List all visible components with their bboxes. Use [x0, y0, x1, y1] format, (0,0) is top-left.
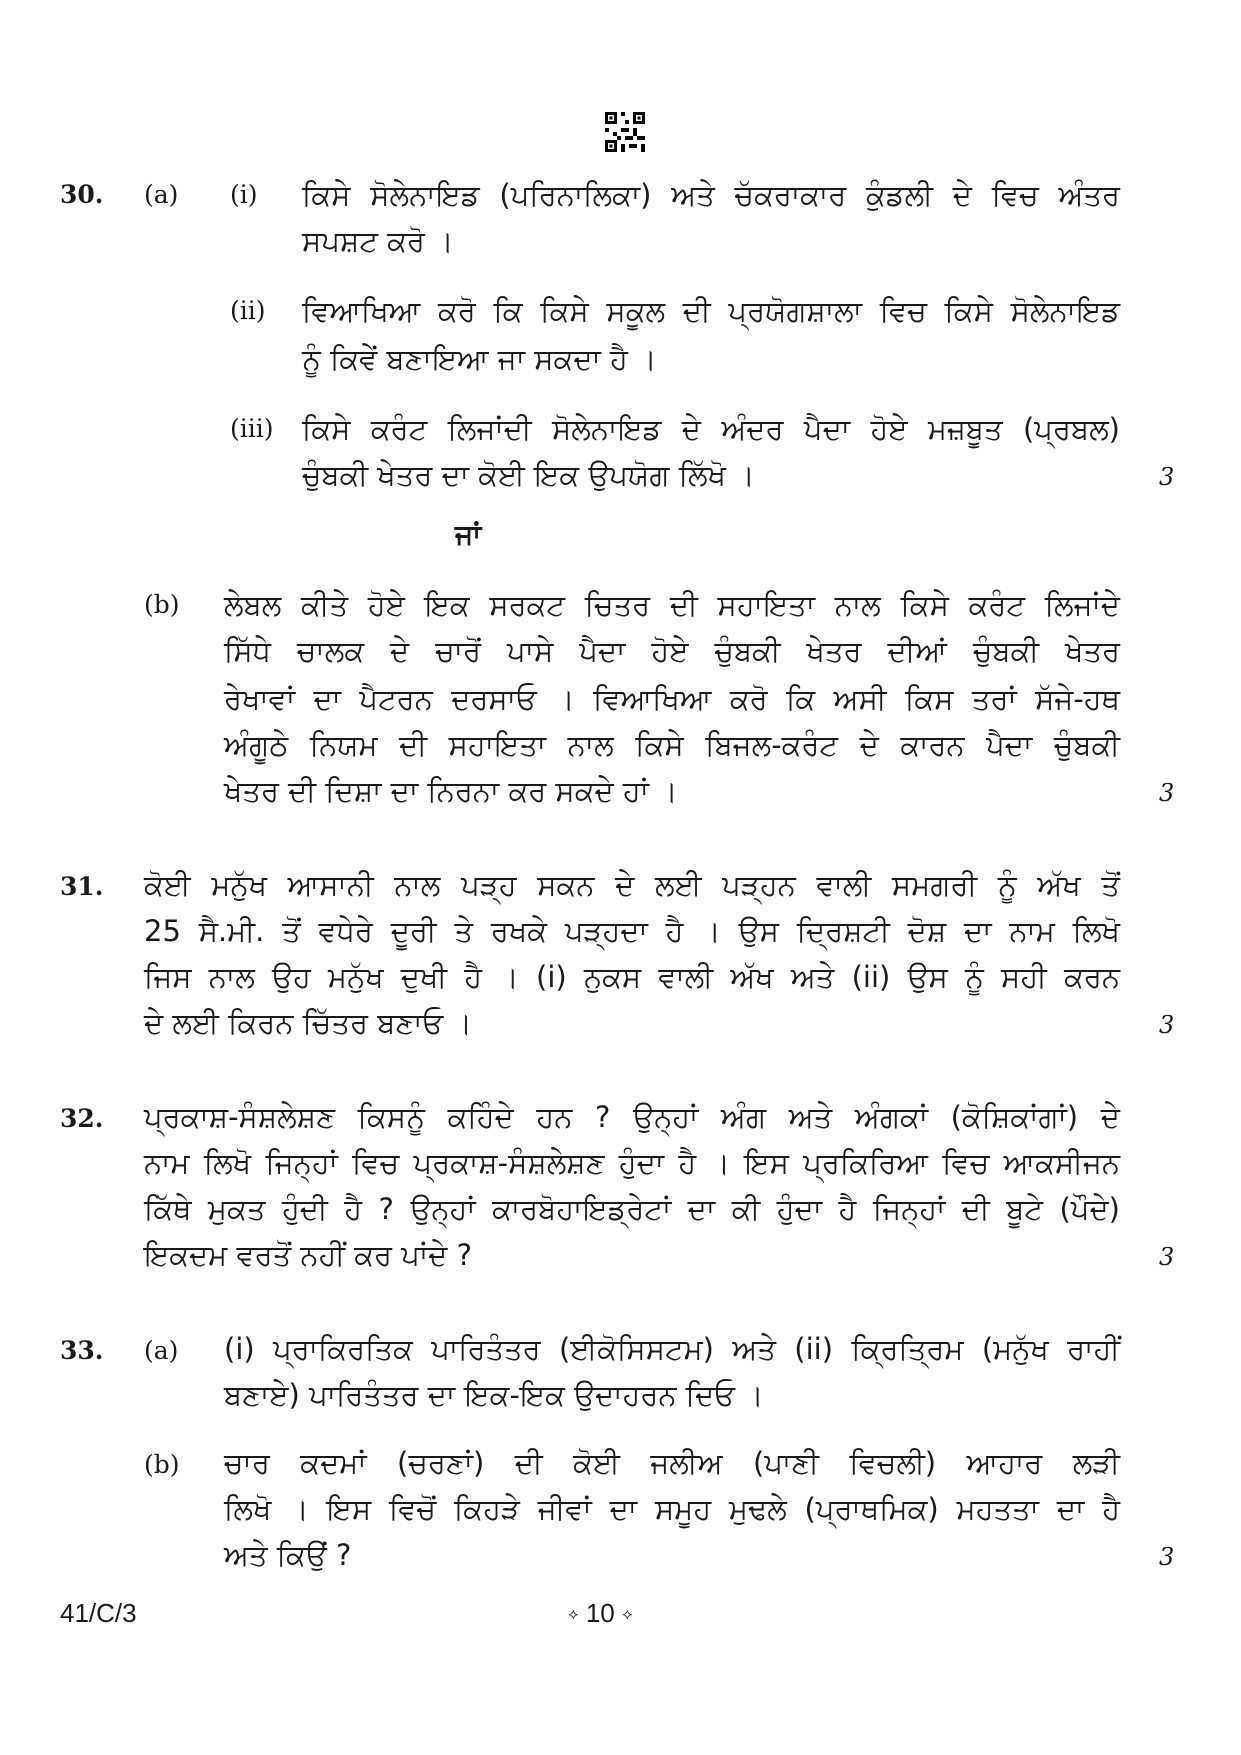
- q31-line-2: 25 ਸੈ.ਮੀ. ਤੋਂ ਵਧੇਰੇ ਦੂਰੀ ਤੇ ਰਖਕੇ ਪੜ੍ਹਦਾ ਹੈ । ਉਸ ਦ੍ਰਿਸ਼ਟੀ ਦੋਸ਼ ਦਾ ਨਾਮ ਲਿਖੋ: [144, 914, 1120, 948]
- q30b-line-3: ਰੇਖਾਵਾਂ ਦਾ ਪੈਟਰਨ ਦਰਸਾਓ । ਵਿਆਖਿਆ ਕਰੋ ਕਿ ਅਸੀ ਕਿਸ ਤਰਾਂ ਸੱਜੇ-ਹਥ: [224, 682, 1120, 716]
- q32-line-3: ਕਿੱਥੇ ਮੁਕਤ ਹੁੰਦੀ ਹੈ ? ਉਨ੍ਹਾਂ ਕਾਰਬੋਹਾਇਡ੍ਰੇਟਾਂ ਦਾ ਕੀ ਹੁੰਦਾ ਹੈ ਜਿਨ੍ਹਾਂ ਦੀ ਬੂਟੇ (ਪੌਦੇ): [144, 1192, 1120, 1226]
- q30a-i-line-1: ਕਿਸੇ ਸੋਲੇਨਾਇਡ (ਪਰਿਨਾਲਿਕਾ) ਅਤੇ ਚੱਕਰਾਕਾਰ ਕੁੰਡਲੀ ਦੇ ਵਿਚ ਅੰਤਰ: [302, 178, 1120, 212]
- page-number: 10: [585, 1598, 615, 1628]
- or-separator: ਜਾਂ: [455, 518, 482, 551]
- q33-marks: 3: [1159, 1543, 1175, 1571]
- q30b-line-1: ਲੇਬਲ ਕੀਤੇ ਹੋਏ ਇਕ ਸਰਕਟ ਚਿਤਰ ਦੀ ਸਹਾਇਤਾ ਨਾਲ ਕਿਸੇ ਕਰੰਟ ਲਿਜਾਂਦੇ: [224, 588, 1120, 622]
- question-number-33: 33.: [60, 1336, 104, 1365]
- q33b-line-3: ਅਤੇ ਕਿਉਂ ?: [224, 1538, 352, 1572]
- q31-line-1: ਕੋਈ ਮਨੁੱਖ ਆਸਾਨੀ ਨਾਲ ਪੜ੍ਹ ਸਕਨ ਦੇ ਲਈ ਪੜ੍ਹਨ ਵਾਲੀ ਸਮਗਰੀ ਨੂੰ ਅੱਖ ਤੋਂ: [144, 868, 1120, 902]
- q33-part-a-label: (a): [144, 1336, 179, 1365]
- q33-part-b-label: (b): [144, 1450, 180, 1479]
- q32-marks: 3: [1159, 1243, 1175, 1271]
- question-number-32: 32.: [60, 1104, 104, 1133]
- q30b-line-4: ਅੰਗੂਠੇ ਨਿਯਮ ਦੀ ਸਹਾਇਤਾ ਨਾਲ ਕਿਸੇ ਬਿਜਲ-ਕਰੰਟ ਦੇ ਕਾਰਨ ਪੈਦਾ ਚੁੰਬਕੀ: [224, 728, 1120, 762]
- paper-code: 41/C/3: [60, 1598, 137, 1628]
- q30a-ii-line-1: ਵਿਆਖਿਆ ਕਰੋ ਕਿ ਕਿਸੇ ਸਕੂਲ ਦੀ ਪ੍ਰਯੋਗਸ਼ਾਲਾ ਵਿਚ ਕਿਸੇ ਸੋਲੇਨਾਇਡ: [302, 294, 1120, 328]
- q33b-line-2: ਲਿਖੋ । ਇਸ ਵਿਚੋਂ ਕਿਹੜੇ ਜੀਵਾਂ ਦਾ ਸਮੂਹ ਮੁਢਲੇ (ਪ੍ਰਾਥਮਿਕ) ਮਹਤਤਾ ਦਾ ਹੈ: [224, 1492, 1120, 1526]
- q30b-marks: 3: [1159, 779, 1175, 807]
- q30b-line-5: ਖੇਤਰ ਦੀ ਦਿਸ਼ਾ ਦਾ ਨਿਰਨਾ ਕਰ ਸਕਦੇ ਹਾਂ ।: [224, 774, 678, 808]
- q32-line-2: ਨਾਮ ਲਿਖੋ ਜਿਨ੍ਹਾਂ ਵਿਚ ਪ੍ਰਕਾਸ਼-ਸੰਸ਼ਲੇਸ਼ਣ ਹੁੰਦਾ ਹੈ । ਇਸ ਪ੍ਰਕਿਰਿਆ ਵਿਚ ਆਕਸੀਜਨ: [144, 1146, 1120, 1180]
- q31-marks: 3: [1159, 1011, 1175, 1039]
- q30a-iii-line-1: ਕਿਸੇ ਕਰੰਟ ਲਿਜਾਂਦੀ ਸੋਲੇਨਾਇਡ ਦੇ ਅੰਦਰ ਪੈਦਾ ਹੋਏ ਮਜ਼ਬੂਤ (ਪ੍ਰਬਲ): [302, 412, 1120, 446]
- q30a-ii-line-2: ਨੂੰ ਕਿਵੇਂ ਬਣਾਇਆ ਜਾ ਸਕਦਾ ਹੈ ।: [302, 342, 657, 376]
- q30a-ii-label: (ii): [230, 296, 266, 325]
- q30a-i-line-2: ਸਪਸ਼ਟ ਕਰੋ ।: [302, 224, 454, 258]
- q31-line-4: ਦੇ ਲਈ ਕਿਰਨ ਚਿੱਤਰ ਬਣਾਓ ।: [144, 1006, 473, 1040]
- q30b-line-2: ਸਿੱਧੇ ਚਾਲਕ ਦੇ ਚਾਰੋਂ ਪਾਸੇ ਪੈਦਾ ਹੋਏ ਚੁੰਬਕੀ ਖੇਤਰ ਦੀਆਂ ਚੁੰਬਕੀ ਖੇਤਰ: [224, 634, 1120, 668]
- question-number-31: 31.: [60, 872, 104, 901]
- page-number-footer: [568, 1597, 633, 1631]
- q30-part-a-label: (a): [144, 180, 179, 209]
- q30a-iii-label: (iii): [230, 414, 274, 443]
- q33b-line-1: ਚਾਰ ਕਦਮਾਂ (ਚਰਣਾਂ) ਦੀ ਕੋਈ ਜਲੀਅ (ਪਾਣੀ ਵਿਚਲੀ) ਆਹਾਰ ਲੜੀ: [224, 1446, 1120, 1480]
- q31-line-3: ਜਿਸ ਨਾਲ ਉਹ ਮਨੁੱਖ ਦੁਖੀ ਹੈ । (i) ਨੁਕਸ ਵਾਲੀ ਅੱਖ ਅਤੇ (ii) ਉਸ ਨੂੰ ਸਹੀ ਕਰਨ: [144, 960, 1120, 994]
- page-deco-right-icon: ⟡: [621, 1606, 633, 1623]
- qr-code: [605, 112, 645, 152]
- q30a-iii-line-2: ਚੁੰਬਕੀ ਖੇਤਰ ਦਾ ਕੋਈ ਇਕ ਉਪਯੋਗ ਲਿੱਖੋ ।: [302, 458, 755, 492]
- q30-part-b-label: (b): [144, 590, 180, 619]
- q32-line-1: ਪ੍ਰਕਾਸ਼-ਸੰਸ਼ਲੇਸ਼ਣ ਕਿਸਨੂੰ ਕਹਿੰਦੇ ਹਨ ? ਉਨ੍ਹਾਂ ਅੰਗ ਅਤੇ ਅੰਗਕਾਂ (ਕੋਸ਼ਿਕਾਂਗਾਂ) ਦੇ: [144, 1100, 1120, 1134]
- q30a-i-label: (i): [230, 180, 258, 209]
- q32-line-4: ਇਕਦਮ ਵਰਤੋਂ ਨਹੀਂ ਕਰ ਪਾਂਦੇ ?: [144, 1238, 472, 1272]
- q33a-line-1: (i) ਪ੍ਰਾਕਿਰਤਿਕ ਪਾਰਿਤੰਤਰ (ਈਕੋਸਿਸਟਮ) ਅਤੇ (ii) ਕ੍ਰਿਤ੍ਰਿਮ (ਮਨੁੱਖ ਰਾਹੀਂ: [224, 1332, 1120, 1366]
- q33a-line-2: ਬਣਾਏ) ਪਾਰਿਤੰਤਰ ਦਾ ਇਕ-ਇਕ ਉਦਾਹਰਨ ਦਿਓ ।: [224, 1378, 764, 1412]
- page-deco-left-icon: ⟡: [568, 1606, 579, 1623]
- question-number-30: 30.: [60, 180, 104, 209]
- q30a-marks: 3: [1159, 463, 1175, 491]
